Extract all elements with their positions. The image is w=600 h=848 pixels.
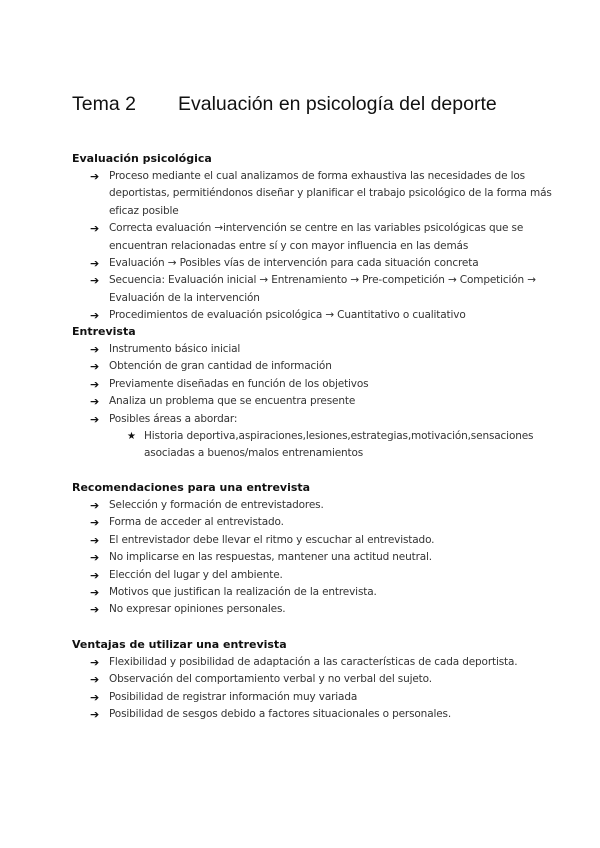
arrow-bullet-icon: ➔: [90, 360, 100, 374]
list-item: ➔ Forma de acceder al entrevistado.: [72, 514, 572, 531]
bullet-list: [72, 341, 572, 463]
list-item: ➔ No expresar opiniones personales.: [72, 601, 572, 618]
arrow-bullet-icon: ➔: [90, 516, 100, 530]
section-heading: Ventajas de utilizar una entrevista: [72, 638, 287, 651]
list-item: ➔ Procedimientos de evaluación psicológica → Cuantitativo o cualitativo: [72, 307, 572, 324]
arrow-bullet-icon: ➔: [90, 395, 100, 409]
list-item: ➔ No implicarse en las respuestas, mantener una actitud neutral.: [72, 549, 572, 566]
bullet-list: [72, 654, 572, 724]
section-heading: Evaluación psicológica: [72, 152, 212, 165]
list-item: ➔ El entrevistador debe llevar el ritmo y escuchar al entrevistado.: [72, 532, 572, 549]
list-item: ➔ Evaluación → Posibles vías de intervención para cada situación concreta: [72, 255, 572, 272]
arrow-bullet-icon: ➔: [90, 551, 100, 565]
arrow-bullet-icon: ➔: [90, 533, 100, 547]
list-item: ➔ Correcta evaluación →intervención se centre en las variables psicológicas que se encuentran relacionadas entre sí y con mayor influencia en las demás: [90, 222, 524, 252]
list-item: ➔ Instrumento básico inicial: [72, 341, 572, 358]
list-item: ➔ Proceso mediante el cual analizamos de forma exhaustiva las necesidades de los deportistas, permitiéndonos diseñar y planificar el trabajo psicológico de la forma más eficaz posible: [90, 170, 552, 217]
list-item: ➔ Observación del comportamiento verbal y no verbal del sujeto.: [72, 671, 572, 688]
arrow-bullet-icon: ➔: [90, 708, 100, 722]
list-item: ➔ Posibilidad de registrar información muy variada: [72, 689, 572, 706]
list-item: ➔ Flexibilidad y posibilidad de adaptación a las características de cada deportista.: [72, 654, 572, 671]
topic-number: Tema 2: [72, 93, 136, 115]
arrow-bullet-icon: ➔: [90, 343, 100, 356]
topic-title: Evaluación en psicología del deporte: [178, 93, 497, 115]
arrow-bullet-icon: ➔: [90, 257, 100, 271]
sub-bullet-list: [72, 428, 572, 463]
list-item: ➔ Elección del lugar y del ambiente.: [72, 567, 572, 584]
section-heading: Recomendaciones para una entrevista: [72, 481, 311, 494]
section-recomendaciones: [72, 480, 572, 619]
page-title: [72, 93, 497, 116]
arrow-bullet-icon: ➔: [90, 603, 100, 617]
arrow-bullet-icon: ➔: [90, 568, 100, 582]
list-item: ➔ Obtención de gran cantidad de información: [72, 358, 572, 375]
section-evaluacion-psicologica: [72, 151, 572, 325]
arrow-bullet-icon: ➔: [90, 412, 100, 426]
list-item: ➔ Secuencia: Evaluación inicial → Entrenamiento → Pre-competición → Competición → Evaluación de la intervención: [90, 274, 536, 304]
bullet-list: [72, 497, 572, 619]
arrow-bullet-icon: ➔: [90, 309, 100, 323]
list-item: ➔ Previamente diseñadas en función de los objetivos: [72, 376, 572, 393]
arrow-bullet-icon: ➔: [90, 170, 100, 183]
bullet-list: [72, 168, 572, 325]
list-item: ➔ Posibles áreas a abordar: ★ Historia deportiva,aspiraciones,lesiones,estrategias,motivación,sensaciones asociadas a buenos/malos entrenamientos: [72, 411, 572, 463]
star-bullet-icon: ★: [127, 431, 136, 443]
arrow-bullet-icon: ➔: [90, 499, 100, 512]
list-item: ➔ Posibilidad de sesgos debido a factores situacionales o personales.: [72, 706, 572, 723]
sub-list-item: ★ Historia deportiva,aspiraciones,lesiones,estrategias,motivación,sensaciones asociadas a buenos/malos entrenamientos: [127, 430, 534, 460]
arrow-bullet-icon: ➔: [90, 656, 100, 669]
section-ventajas: [72, 637, 572, 724]
list-item: ➔ Selección y formación de entrevistadores.: [72, 497, 572, 514]
arrow-bullet-icon: ➔: [90, 586, 100, 600]
arrow-bullet-icon: ➔: [90, 274, 100, 288]
arrow-bullet-icon: ➔: [90, 673, 100, 687]
arrow-bullet-icon: ➔: [90, 222, 100, 236]
arrow-bullet-icon: ➔: [90, 377, 100, 391]
list-item: ➔ Analiza un problema que se encuentra presente: [72, 393, 572, 410]
section-heading: Entrevista: [72, 325, 136, 338]
list-item: ➔ Motivos que justifican la realización de la entrevista.: [72, 584, 572, 601]
arrow-bullet-icon: ➔: [90, 690, 100, 704]
section-entrevista: [72, 324, 572, 463]
